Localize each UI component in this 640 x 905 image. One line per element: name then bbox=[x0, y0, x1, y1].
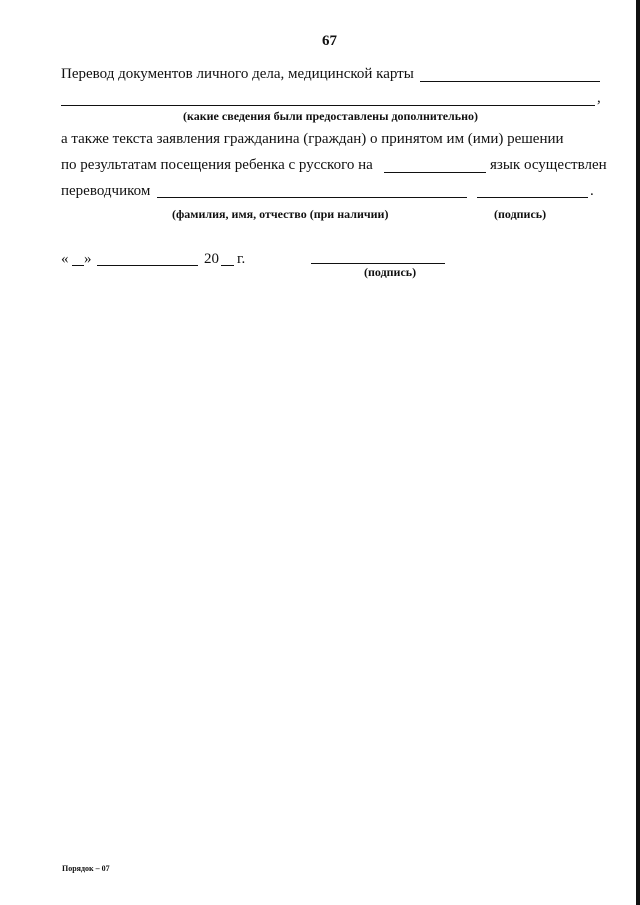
date-day-blank[interactable] bbox=[72, 265, 84, 266]
caption-additional-info: (какие сведения были предоставлены дополнительно) bbox=[183, 109, 479, 123]
line1-text: Перевод документов личного дела, медицинской карты bbox=[61, 66, 414, 82]
date-close-quote: » bbox=[84, 251, 92, 267]
translator-signature-blank[interactable] bbox=[477, 197, 588, 198]
line1-blank[interactable] bbox=[420, 81, 600, 82]
line5-period: . bbox=[590, 183, 594, 199]
date-year-prefix: 20 bbox=[204, 251, 219, 267]
caption-fio: (фамилия, имя, отчество (при наличии) bbox=[172, 207, 389, 221]
line3-text: а также текста заявления гражданина (граждан) о принятом им (ими) решении bbox=[61, 131, 564, 147]
date-year-suffix: г. bbox=[237, 251, 246, 267]
date-month-blank[interactable] bbox=[97, 265, 198, 266]
caption-signature: (подпись) bbox=[364, 265, 417, 279]
footer-text: Порядок – 07 bbox=[62, 864, 110, 873]
page-edge bbox=[636, 0, 640, 905]
line4-text-a: по результатам посещения ребенка с русского на bbox=[61, 157, 373, 173]
line5-text: переводчиком bbox=[61, 183, 151, 199]
line2-blank[interactable] bbox=[61, 105, 595, 106]
line2-comma: , bbox=[597, 90, 601, 106]
page-number: 67 bbox=[322, 33, 337, 49]
line4-text-b: язык осуществлен bbox=[490, 157, 607, 173]
date-open-quote: « bbox=[61, 251, 69, 267]
caption-signature-translator: (подпись) bbox=[494, 207, 547, 221]
translator-name-blank[interactable] bbox=[157, 197, 467, 198]
signature-blank[interactable] bbox=[311, 263, 445, 264]
language-blank[interactable] bbox=[384, 172, 486, 173]
date-year-blank[interactable] bbox=[221, 265, 234, 266]
